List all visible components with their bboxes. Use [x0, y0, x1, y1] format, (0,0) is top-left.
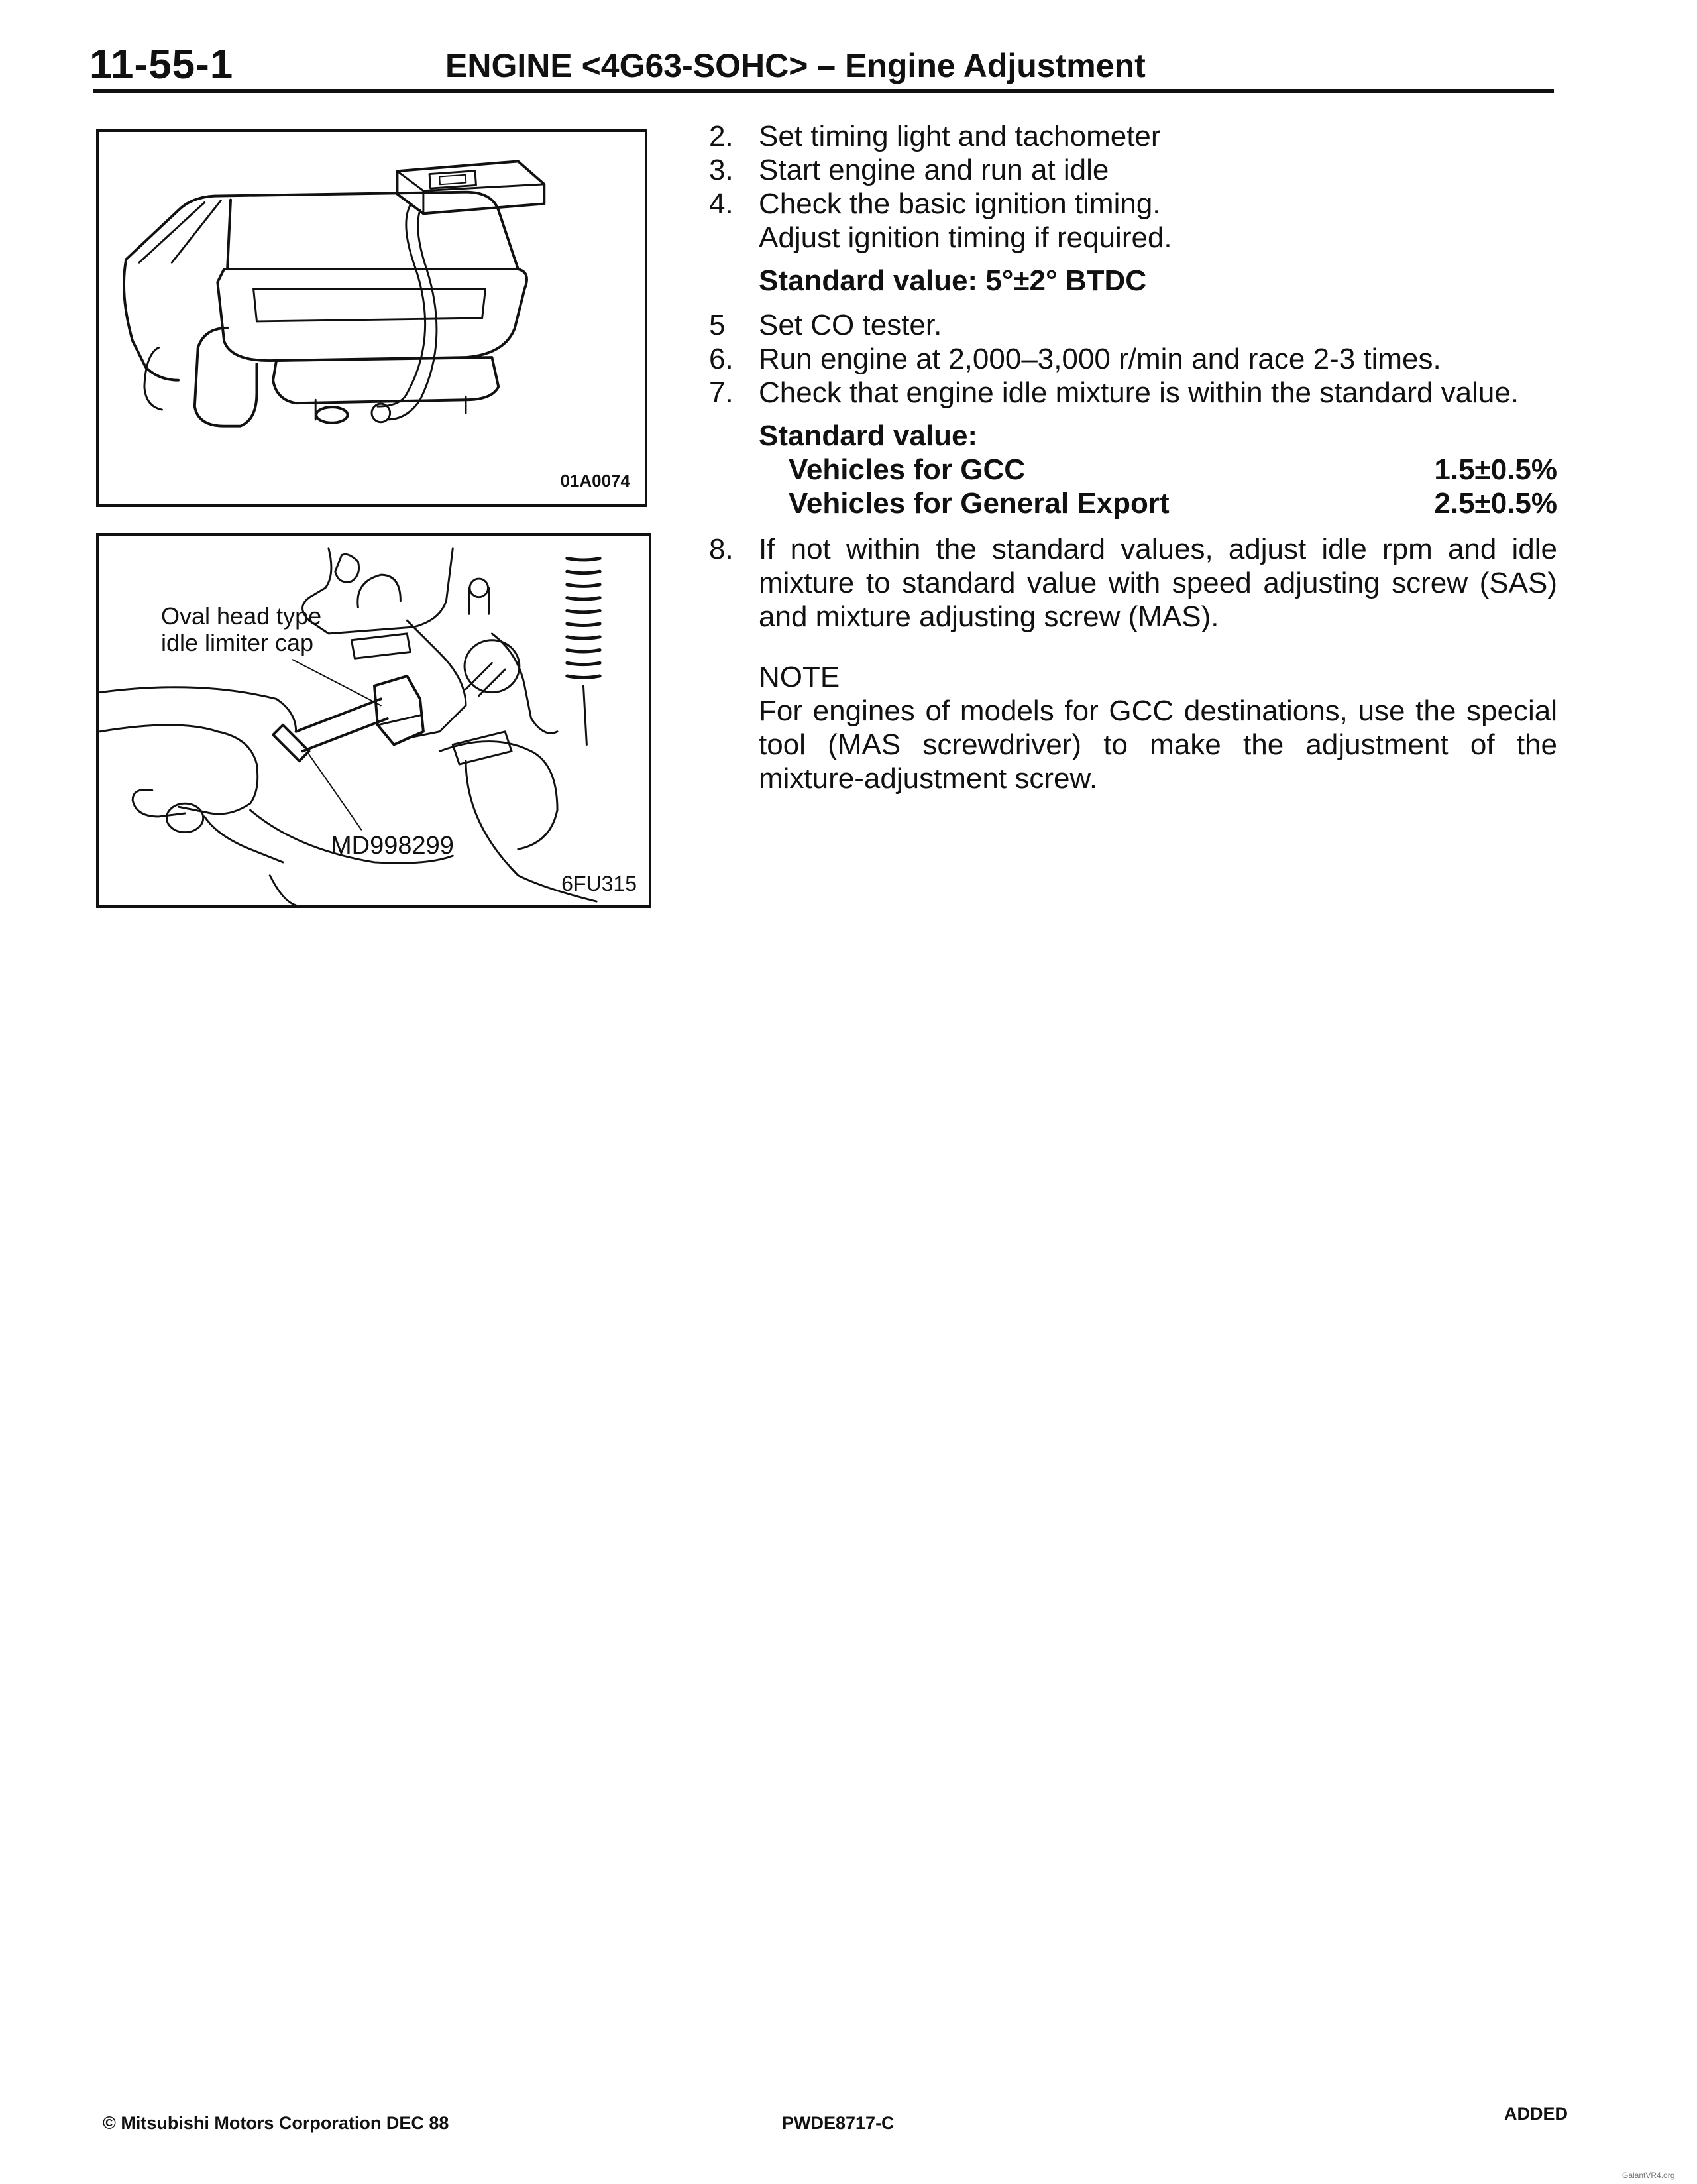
figure-mas-adjustment — [96, 533, 651, 908]
step-4-subtext: Adjust ignition timing if required. — [759, 221, 1172, 254]
header-rule — [93, 89, 1554, 93]
standard-value-number: 2.5±0.5% — [1434, 487, 1557, 520]
step-text: Start engine and run at idle — [759, 154, 1109, 186]
standard-value-label: Vehicles for GCC — [789, 453, 1026, 486]
step-text: Check that engine idle mixture is within the standard value. — [759, 376, 1519, 409]
step-item — [702, 119, 1557, 153]
note-body: For engines of models for GCC destinations, use the special tool (MAS screwdriver) to make the adjustment of the mixture-adjustment screw. — [759, 695, 1557, 795]
step-text: Check the basic ignition timing. — [759, 188, 1161, 220]
step-number: 8. — [709, 533, 734, 565]
callout-special-tool: MD998299 — [331, 832, 454, 860]
step-item — [702, 532, 1557, 634]
watermark: GalantVR4.org — [1622, 2171, 1675, 2180]
page-number: 11-55-1 — [89, 42, 234, 87]
figure-code: 6FU315 — [561, 872, 637, 895]
standard-value-label: Vehicles for General Export — [789, 487, 1170, 520]
step-item — [702, 308, 1557, 342]
step-item — [702, 187, 1557, 221]
step-number: 5 — [709, 309, 726, 341]
step-number: 3. — [709, 154, 734, 186]
car-timing-light-illustration — [99, 132, 645, 504]
footer-doc-code: PWDE8717-C — [782, 2113, 895, 2133]
step-text: If not within the standard values, adjust idle rpm and idle mixture to standard value with speed adjusting screw (SAS) and mixture adjusting screw (MAS). — [759, 533, 1557, 633]
standard-value-co-heading: Standard value: — [759, 420, 978, 452]
footer-copyright: © Mitsubishi Motors Corporation DEC 88 — [103, 2113, 449, 2133]
step-number: 2. — [709, 120, 734, 152]
figure-code: 01A0074 — [560, 471, 630, 490]
step-number: 7. — [709, 376, 734, 409]
note-heading: NOTE — [759, 661, 840, 693]
standard-value-row — [702, 453, 1557, 487]
figure-timing-light — [96, 129, 647, 507]
standard-value-row — [702, 487, 1557, 520]
step-item — [702, 376, 1557, 410]
step-item — [702, 153, 1557, 187]
standard-value-number: 1.5±0.5% — [1434, 453, 1557, 486]
step-number: 6. — [709, 343, 734, 375]
step-text: Set CO tester. — [759, 309, 942, 341]
standard-value-timing: Standard value: 5°±2° BTDC — [759, 264, 1147, 297]
footer-status: ADDED — [1504, 2104, 1568, 2124]
page-title: ENGINE <4G63-SOHC> – Engine Adjustment — [445, 47, 1146, 84]
callout-idle-limiter-cap: Oval head type idle limiter cap — [161, 603, 322, 656]
step-text: Run engine at 2,000–3,000 r/min and race 2-3 times. — [759, 343, 1441, 375]
procedure-steps — [702, 119, 1557, 795]
step-number: 4. — [709, 188, 734, 220]
step-text: Set timing light and tachometer — [759, 120, 1161, 152]
step-item — [702, 342, 1557, 376]
